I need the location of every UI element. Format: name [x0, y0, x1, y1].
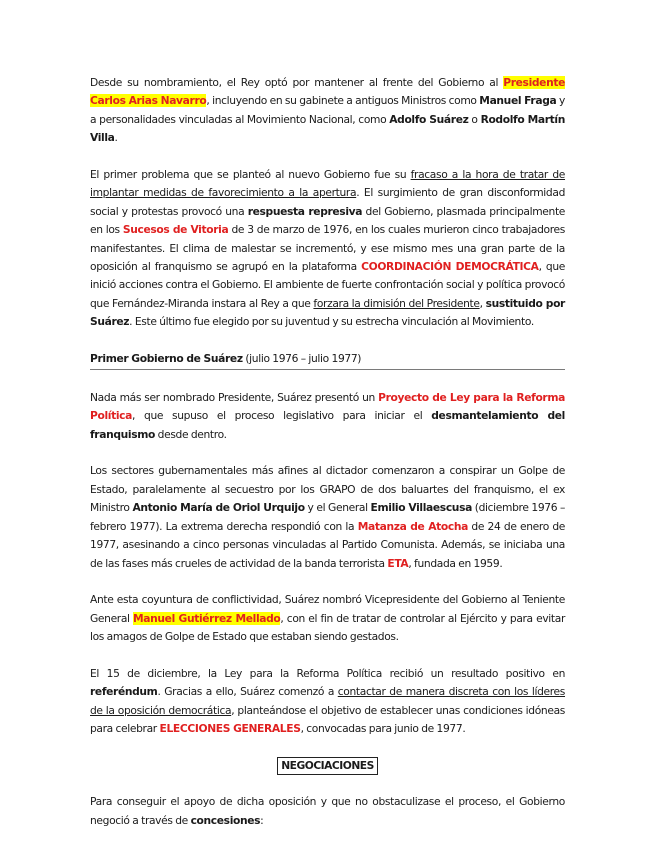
bold-sustituido-suarez: sustituido por Suárez — [90, 296, 565, 329]
section-heading-title: Primer Gobierno de Suárez — [90, 352, 243, 366]
paragraph-gutierrez-mellado: Ante esta coyuntura de conflictividad, Suárez nombró Vicepresidente del Gobierno al Teniente General Manuel Gutiérrez Mellado, con el fin de tratar de controlar al Ejército y para evitar los amagos de Golpe de Estado que estaban siendo gestados. — [90, 593, 565, 644]
section-heading-dates: (julio 1976 – julio 1977) — [242, 352, 362, 366]
bold-referendum: referéndum — [90, 685, 158, 699]
paragraph-reforma-politica: Nada más ser nombrado Presidente, Suárez presentó un Proyecto de Ley para la Reforma Política, que supuso el proceso legislativo para iniciar el desmantelamiento del franquismo desde dentro. — [90, 390, 565, 441]
highlight-gutierrez-mellado: Manuel Gutiérrez Mellado — [133, 611, 281, 625]
bold-oriol-urquijo: Antonio María de Oriol Urquijo — [132, 501, 305, 515]
red-elecciones-generales: ELECCIONES GENERALES — [159, 722, 301, 736]
underline-forzara-dimision: forzara la dimisión del Presidente — [313, 296, 480, 310]
section-heading-primer-gobierno — [90, 350, 565, 370]
bold-respuesta-represiva: respuesta represiva — [247, 204, 363, 218]
paragraph-referendum: El 15 de diciembre, la Ley para la Reforma Política recibió un resultado positivo en referéndum. Gracias a ello, Suárez comenzó a contactar de manera discreta con los líderes de la oposición democrática, planteándose el objetivo de establecer unas condiciones idóneas para celebrar ELECCIONES GENERALES, convocadas para junio de 1977. — [90, 666, 566, 736]
red-matanza-atocha: Matanza de Atocha — [357, 519, 468, 533]
negociaciones-heading-wrap — [90, 757, 565, 775]
paragraph-primer-problema: El primer problema que se planteó al nuevo Gobierno fue su fracaso a la hora de tratar de implantar medidas de favorecimiento a la apertura. El surgimiento de gran disconformidad social y protestas provocó una respuesta represiva del Gobierno, plasmada principalmente en los Sucesos de Vitoria de 3 de marzo de 1976, en los cuales murieron cinco trabajadores manifestantes. El clima de malestar se incrementó, y ese mismo mes una gran parte de la oposición al franquismo se agrupó en la plataforma COORDINACIÓN DEMOCRÁTICA, que inició acciones contra el Gobierno. El ambiente de fuerte confrontación social y política provocó que Fernández-Miranda instara al Rey a que forzara la dimisión del Presidente, sustituido por Suárez. Este último fue elegido por su juventud y su estrecha vinculación al Movimiento. — [90, 168, 566, 329]
paragraph-concesiones: Para conseguir el apoyo de dicha oposición y que no obstaculizase el proceso, el Gobierno negoció a través de concesiones: — [90, 795, 565, 827]
red-sucesos-vitoria: Sucesos de Vitoria — [122, 223, 229, 237]
red-proyecto-ley: Proyecto de Ley para la Reforma Política — [90, 390, 565, 423]
paragraph-arias-navarro: Desde su nombramiento, el Rey optó por mantener al frente del Gobierno al Presidente Carlos Arias Navarro, incluyendo en su gabinete a antiguos Ministros como Manuel Fraga y a personalidades vinculadas al Movimiento Nacional, como Adolfo Suárez o Rodolfo Martín Villa. — [90, 76, 566, 145]
paragraph-golpe-estado: Los sectores gubernamentales más afines al dictador comenzaron a conspirar un Golpe de Estado, paralelamente al secuestro por los GRAPO de dos baluartes del franquismo, el ex Ministro Antonio María de Oriol Urquijo y el General Emilio Villaescusa (diciembre 1976 – febrero 1977). La extrema derecha respondió con la Matanza de Atocha de 24 de enero de 1977, asesinando a cinco personas vinculadas al Partido Comunista. Además, se iniciaba una de las fases más crueles de actividad de la banda terrorista ETA, fundada en 1959. — [90, 464, 566, 570]
negociaciones-heading: NEGOCIACIONES — [277, 757, 378, 775]
bold-martin-villa: Rodolfo Martín Villa — [90, 112, 566, 145]
bold-desmantelamiento: desmantelamiento del franquismo — [90, 409, 565, 441]
underline-contactar-oposicion: contactar de manera discreta con los líderes de la oposición democrática — [90, 685, 566, 717]
red-eta: ETA — [387, 556, 409, 570]
bold-manuel-fraga: Manuel Fraga — [479, 94, 557, 108]
bold-concesiones: concesiones — [190, 813, 261, 827]
bold-adolfo-suarez: Adolfo Suárez — [389, 112, 469, 126]
red-coordinacion-democratica: COORDINACIÓN DEMOCRÁTICA — [361, 260, 539, 274]
bold-emilio-villaescusa: Emilio Villaescusa — [370, 501, 472, 515]
highlight-presidente-arias: Presidente Carlos Arias Navarro — [90, 76, 565, 108]
underline-fracaso: fracaso a la hora de tratar de implantar medidas de favorecimiento a la apertura — [90, 168, 566, 200]
